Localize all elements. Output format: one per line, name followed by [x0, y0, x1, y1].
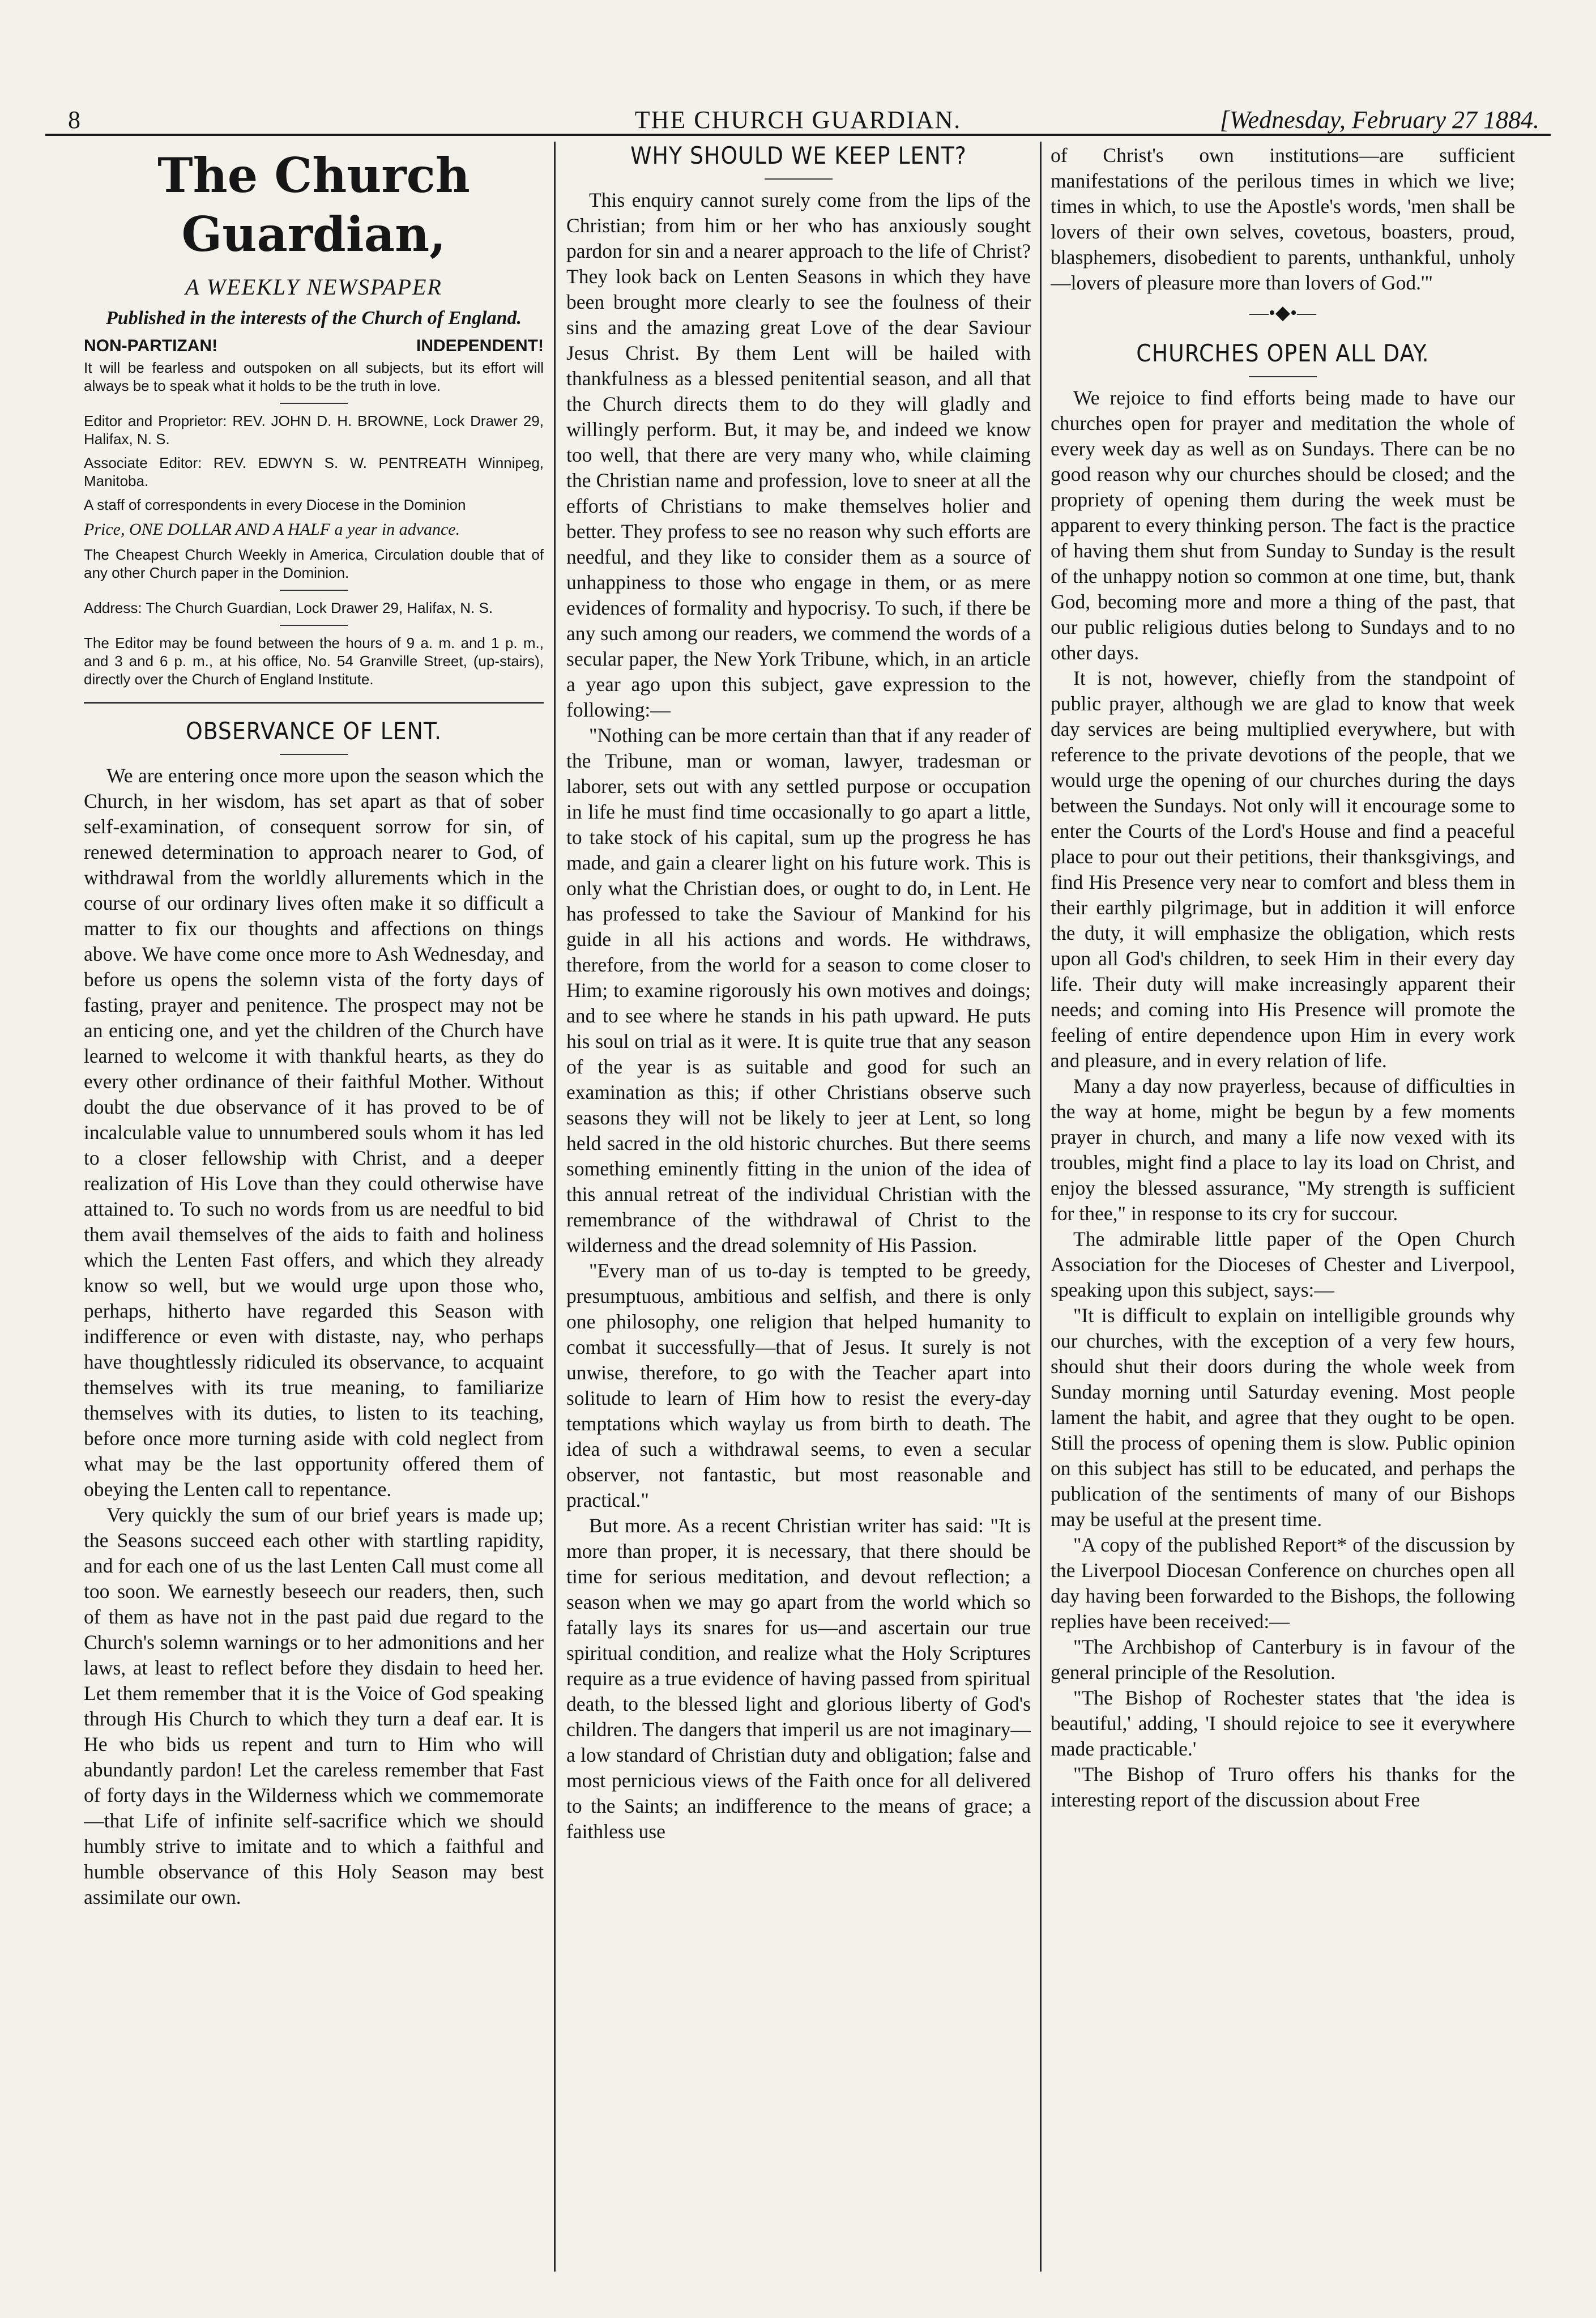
price-line: Price, ONE DOLLAR AND A HALF a year in advance. [84, 520, 460, 539]
article-paragraph: "The Bishop of Rochester states that 'the idea is beautiful,' adding, 'I should rejoice to see it everywhere made practicable.' [1051, 1686, 1515, 1760]
ornament-divider: —•◆•— [1249, 302, 1316, 323]
associate-editor-line: Associate Editor: REV. EDWYN S. W. PENTREATH Winnipeg, Manitoba. [84, 454, 544, 489]
article-headline-why: WHY SHOULD WE KEEP LENT? [630, 143, 967, 169]
column-1 [84, 143, 544, 2273]
masthead-subtitle: A WEEKLY NEWSPAPER [185, 274, 442, 300]
article-paragraph: Very quickly the sum of our brief years is made up; the Seasons succeed each other with startling rapidity, and for each one of us the last Lenten Call must come all too soon. We earnestly beseech our readers, then, such of them as have not in the past paid due regard to the Church's solemn warnings or to her admonitions and her laws, at least to reflect before they disdain to heed her. Let them remember that it is the Voice of God speaking through His Church to which they turn a deaf ear. It is He who bids us repent and turn to Him who will abundantly pardon! Let the careless remember that Fast of forty days in the Wilderness which we commemorate—that Life of infinite self-sacrifice which we should humbly strive to imitate and to which a faithful and humble observance of this Holy Season may best assimilate our own. [84, 1503, 544, 1908]
correspondents-line: A staff of correspondents in every Diocese in the Dominion [84, 496, 466, 513]
masthead-tags [84, 333, 544, 359]
article-paragraph: The admirable little paper of the Open Church Association for the Dioceses of Chester and Liverpool, speaking upon this subject, says:— [1051, 1228, 1515, 1301]
issue-date: [Wednesday, February 27 1884. [1219, 106, 1539, 134]
article-paragraph: "Every man of us to-day is tempted to be greedy, presumptuous, ambitious and selfish, and there is only one philosophy, one religion that helped humanity to combat it successfully—that of Jesus. It surely is not unwise, therefore, to go with the Teacher apart into solitude to learn of Him how to resist the every-day temptations which waylay us from birth to death. The idea of such a withdrawal seems, to even a secular observer, not fantastic, but most reasonable and practical." [566, 1259, 1031, 1511]
column-2 [566, 143, 1031, 2273]
running-head [45, 106, 1551, 136]
article-paragraph: But more. As a recent Christian writer has said: "It is more than proper, it is necessary, that there should be time for serious meditation, and devout reflection; a season when we may go apart from the world which so fatally lays its snares for us—and ascertain our true spiritual condition, and realize what the Holy Scriptures require as a true evidence of having passed from spiritual death, to the blessed light and glorious liberty of God's children. The dangers that imperil us are not imaginary—a low standard of Christian duty and obligation; false and most pernicious views of the Faith once for all delivered to the Saints; an indifference to the means of grace; a faithless use [566, 1514, 1031, 1843]
column-3 [1051, 143, 1515, 2273]
article-paragraph: We are entering once more upon the season which the Church, in her wisdom, has set apart as that of sober self-examination, of consequent sorrow for sin, of renewed determination to approach nearer to God, of withdrawal from the worldly allurements which in the course of our ordinary lives often make it so difficult a matter to fix our thoughts and affections on things above. We have come once more to Ash Wednesday, and before us opens the solemn vista of the forty days of fasting, prayer and penitence. The prospect may not be an enticing one, and yet the children of the Church have learned to welcome it with thankful hearts, as they do every other ordinance of their faithful Mother. Without doubt the due observance of it has proved to be of incalculable value to unnumbered souls whom it has led to a closer fellowship with Christ, and a deeper realization of His Love than they could otherwise have attained to. To such no words from us are needful to bid them avail themselves of the aids to faith and holiness which the Lenten Fast offers, and which they already know so well, but we would urge upon those who, perhaps, hitherto have regarded this Season with indifference or even with distaste, nay, who perhaps have thoughtlessly ridiculed its observance, to acquaint themselves with its true meaning, to familiarize themselves with its duties, to listen to its teaching, before once more turning aside with cold neglect from what may be the last opportunity offered them of obeying the Lenten call to repentance. [84, 764, 544, 1501]
article-paragraph: of Christ's own institutions—are sufficient manifestations of the perilous times in which we live; times in which, to use the Apostle's words, 'men shall be lovers of their own selves, covetous, boasters, proud, blasphemers, disobedient to parents, unthankful, unholy—lovers of pleasure more than lovers of God.'" [1051, 144, 1515, 294]
divider [280, 590, 348, 591]
independent-tag: INDEPENDENT! [416, 336, 544, 355]
article-paragraph: "The Bishop of Truro offers his thanks for the interesting report of the discussion about Free [1051, 1763, 1515, 1811]
masthead-title: The Church Guardian, [157, 147, 470, 262]
divider [280, 754, 348, 755]
column-rule [554, 142, 556, 2272]
circulation-line: The Cheapest Church Weekly in America, Circulation double that of any other Church paper in the Dominion. [84, 546, 544, 581]
newspaper-title: THE CHURCH GUARDIAN. [634, 106, 962, 134]
non-partizan-tag: NON-PARTIZAN! [84, 336, 218, 355]
article-paragraph: "It is difficult to explain on intelligible grounds why our churches, with the exception of a very few hours, should shut their doors during the whole week from Sunday morning until Saturday evening. Most people lament the habit, and agree that they ought to be open. Still the process of opening them is slow. Public opinion on this subject has still to be educated, and perhaps the publication of the sentiments of many of our Bishops may be useful at the present time. [1051, 1304, 1515, 1531]
address-line: Address: The Church Guardian, Lock Drawer 29, Halifax, N. S. [84, 599, 493, 616]
masthead-tagline: Published in the interests of the Church of England. [106, 308, 522, 329]
article-paragraph: "A copy of the published Report* of the discussion by the Liverpool Diocesan Conference on churches open all day having been forwarded to the Bishops, the following replies have been received:— [1051, 1533, 1515, 1633]
article-headline-lent: OBSERVANCE OF LENT. [186, 717, 442, 745]
article-paragraph: "The Archbishop of Canterbury is in favour of the general principle of the Resolution. [1051, 1635, 1515, 1684]
article-paragraph: Many a day now prayerless, because of difficulties in the way at home, might be begun by a few moments prayer in church, and many a life now vexed with its troubles, might find a place to lay its load on Christ, and enjoy the blessed assurance, "My strength is sufficient for thee," in response to its cry for succour. [1051, 1075, 1515, 1225]
divider [1249, 376, 1317, 377]
article-paragraph: "Nothing can be more certain than that if any reader of the Tribune, man or woman, lawyer, tradesman or laborer, sets out with any settled purpose or occupation in life he must find time occasionally to go apart a little, to take stock of his capital, sum up the progress he has made, and gain a clearer light on his future work. This is only what the Christian does, or ought to do, in Lent. He has professed to take the Saviour of Mankind for his guide in all his actions and words. He withdraws, therefore, from the world for a season to come closer to Him; to examine rigorously his own motives and doings; and to see where he stands in his path upward. He puts his soul on trial as it were. It is quite true that any season of the year is as suitable and good for such an examination as this; if other Christians observe such seasons they will not be likely to jeer at Lent, so long held sacred in the old historic churches. But there seems something eminently fitting in the union of the idea of this annual retreat of the individual Christian with the remembrance of the withdrawal of Christ to the wilderness and the dread solemnity of His Passion. [566, 724, 1031, 1256]
page-number: 8 [68, 106, 80, 134]
article-headline-open: CHURCHES OPEN ALL DAY. [1136, 339, 1429, 367]
column-rule [1040, 142, 1042, 2272]
divider [280, 625, 348, 626]
editor-line: Editor and Proprietor: REV. JOHN D. H. BROWNE, Lock Drawer 29, Halifax, N. S. [84, 412, 544, 448]
divider [280, 403, 348, 404]
editor-hours: The Editor may be found between the hours of 9 a. m. and 1 p. m., and 3 and 6 p. m., at his office, No. 54 Granville Street, (up-stairs), directly over the Church of England Institute. [84, 634, 544, 688]
article-paragraph: We rejoice to find efforts being made to have our churches open for prayer and meditation the whole of every week day as well as on Sundays. There can be no good reason why our churches should be closed; and the propriety of opening them during the week must be apparent to every thinking person. The fact is the practice of having them shut from Sunday to Sunday is the result of the unhappy notion so common at one time, but, thank God, becoming more and more a thing of the past, that our public religious duties belong to Sundays and to no other days. [1051, 386, 1515, 664]
article-paragraph: It is not, however, chiefly from the standpoint of public prayer, although we are glad to know that week day services are being multiplied everywhere, but with reference to the private devotions of the people, that we would urge the opening of our churches during the days between the Sundays. Not only will it encourage some to enter the Courts of the Lord's House and find a peaceful place to pour out their petitions, their thanksgivings, and find His Presence very near to comfort and bless them in their earthly pilgrimage, but in addition it will enforce the duty, it will emphasize the obligation, which rests upon all God's children, to seek Him in their every day life. Their duty will make increasingly apparent their needs; and coming into His Presence will promote the feeling of entire dependence upon Him in every work and pleasure, and in every relation of life. [1051, 667, 1515, 1072]
divider [765, 178, 833, 180]
section-rule [84, 702, 544, 704]
masthead-motto: It will be fearless and outspoken on all subjects, but its effort will always be to speak what it holds to be the truth in love. [84, 359, 544, 394]
article-paragraph: This enquiry cannot surely come from the lips of the Christian; from him or her who has anxiously sought pardon for sin and a nearer approach to the life of Christ? They look back on Lenten Seasons in which they have been brought more clearly to see the foulness of their sins and the amazing great Love of the dear Saviour Jesus Christ. By them Lent will be hailed with thankfulness as a blessed penitential season, and all that the Church directs them to do they will gladly and willingly perform. But, it may be, and indeed we know too well, that there are very many who, while claiming the Christian name and profession, love to sneer at all the efforts of Christians to make themselves holier and better. They profess to see no reason why such efforts are needful, and they like to consider them as a source of unhappiness to those who engage in them, or as mere evidences of formality and hypocrisy. To such, if there be any such among our readers, we commend the words of a secular paper, the New York Tribune, which, in an article a year ago upon this subject, gave expression to the following:— [566, 189, 1031, 721]
